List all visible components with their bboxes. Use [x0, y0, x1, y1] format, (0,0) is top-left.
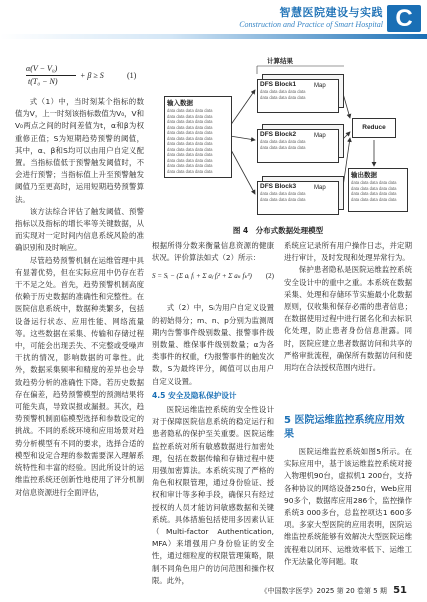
right-column	[284, 240, 412, 374]
data-line: data data data data data	[167, 130, 213, 135]
paragraph: 该方法综合评估了触发阈值、预警指标以及指标的增长率等关键数据，从而实现对一定时间内信息系统风险的准确识别和及时响应。	[15, 206, 144, 253]
data-line: data data data data data	[351, 191, 397, 196]
paragraph: 保护患者隐私是医院运维监控系统安全设计中的重中之重。本系统在数据采集、处理和存储环节实施最小化数据原则，仅收集和保存必需的患者信息；在数据使用过程中进行匿名化和去标识化处理，防止患者身份信息泄露。同时，医院应建立患者数据访问和共享的严格审批流程，确保所有数据访问和使用均在合法授权范围内进行。	[284, 265, 412, 373]
formula-1-numerator: α(V − V₀)	[26, 64, 58, 73]
map-label: Map	[314, 83, 326, 89]
paragraph: 式（2）中，Sᵢ为用户自定义设置的初始得分；m、n、p分别为监测周期内告警事件级别数量、报警事件级别数量、维保事件级别数量；α为各类事件的权重，f为报警事件的触发次数，S为最终评分，阈值可以由用户自定义设置。	[152, 303, 274, 386]
section-heading-4-5: 4.5 安全及隐私保护设计	[152, 390, 237, 400]
map-label: Map	[314, 133, 326, 139]
paragraph: 式（1）中，当时刻某个指标的数值为V，上一时刻该指标数值为V₀，V和V₀两点之间的时间差值为t，α和β为权重修正值；S为短期趋势预警的阈值，其中，α、β和S均可以由用户自定义配置。当指标值低于预警触发阈值时，不会进行预警；当指标值上升至预警触发阈值乃至更高时，运用短期趋势预警算法。	[15, 97, 144, 204]
left-column	[15, 96, 144, 499]
dfs-block-2-front	[257, 129, 339, 163]
input-data-box	[164, 96, 232, 178]
page-number: 51	[393, 585, 407, 596]
data-line: data data data data data	[167, 108, 213, 113]
paragraph: 根据所得分数来衡量信息资源的健康状况。评价算法如式（2）所示：	[152, 241, 274, 263]
paragraph: 医院运维监控系统如图5所示。在实际应用中，基于该运维监控系统对接入物理机90台，虚拟机1 200台，支持各种协议的网络设备250台，Web应用90多个，数据库应用286个，监控操作系统3 000多台，总监控项达1 600多项。多家大型医院的应用表明，医院运维监控系统能够有效解决大型医院运维流程难以闭环、运维效率低下、运维工作无法量化等问题。取	[284, 447, 412, 566]
data-line: data data data data data	[167, 141, 213, 146]
formula-1-rest: + β ≥ S	[80, 71, 104, 80]
data-line: data data data data data	[167, 113, 213, 119]
page-footer	[261, 585, 407, 596]
data-line: data data data data data	[167, 135, 213, 141]
dfs-block-1-front	[257, 79, 339, 113]
paragraph: 医院运维监控系统的安全性设计对于保障医院信息系统的稳定运行和患者隐私的保护至关重要。医院运维监控系统对所有敏感数据进行加密处理，包括在数据传输和存储过程中使用强加密算法。本系统实现了严格的角色和权限管理，通过身份验证、授权和审计等多种手段，确保只有经过授权的人员才能访问敏感数据和关键系统。具体措施包括使用多因素认证（Multi-factor Authentication, MFA）来增强用户身份验证的安全性，通过细粒度的权限管理策略，限制不同角色用户的访问范围和操作权限。此外，	[152, 405, 274, 585]
figure-caption: 图 4 分布式数据处理模型	[232, 226, 324, 235]
header-divider	[0, 34, 427, 39]
computation-result-label: 计算结果	[267, 57, 293, 65]
data-line: data data data data data	[167, 124, 213, 130]
data-line: data data data data data	[167, 146, 213, 152]
formula-2-text: S = Sᵢ − (Σ aᵢ fᵢ + Σ aⱼ fⱼ² + Σ aₖ fₖ³)	[152, 272, 252, 280]
figure-4-distributed-model	[152, 56, 412, 216]
data-line: data data data data data	[260, 196, 306, 202]
data-line: data data data data data	[351, 185, 397, 191]
data-line: data data data data data	[351, 180, 397, 185]
formula-1-denominator: t(T₀ − N)	[28, 77, 58, 86]
data-line: data data data data data	[167, 152, 213, 157]
reduce-label: Reduce	[362, 124, 386, 131]
data-line: data data data data data	[260, 139, 306, 144]
journal-issue: 《中国数字医学》2025 第 20 卷第 5 期	[260, 587, 387, 595]
output-data-box	[348, 168, 408, 212]
formula-1-number: (1)	[127, 71, 137, 80]
dfs-block-2-label: DFS Block2	[260, 131, 297, 138]
paragraph: 系统应记录所有用户操作日志，并定期进行审计，及时发现和处理异常行为。	[284, 241, 412, 263]
data-line: data data data data data	[260, 89, 306, 94]
data-line: data data data data data	[167, 163, 213, 168]
section-5-body	[284, 446, 412, 568]
data-line: data data data data data	[167, 119, 213, 124]
data-line: data data data data data	[167, 157, 213, 163]
journal-section-title: 智慧医院建设与实践	[279, 6, 383, 19]
middle-column	[152, 240, 274, 587]
input-data-label: 输入数据	[167, 100, 193, 107]
formula-2	[152, 266, 274, 288]
formula-1	[26, 62, 144, 92]
formula-1-fraction-bar	[26, 75, 76, 76]
map-label: Map	[314, 185, 326, 191]
formula-2-number: (2)	[265, 272, 274, 280]
journal-section-subtitle: Construction and Practice of Smart Hospital	[239, 20, 383, 29]
output-data-label: 输出数据	[351, 172, 377, 179]
data-line: data data data data data	[260, 144, 306, 150]
data-line: data data data data data	[260, 94, 306, 100]
reduce-box	[352, 118, 396, 138]
data-line: data data data data data	[260, 191, 306, 196]
data-line: data data data data data	[167, 168, 213, 174]
section-heading-5: 5 医院运维监控系统应用效果	[284, 415, 405, 440]
dfs-block-1-label: DFS Block1	[260, 81, 297, 88]
data-line: data data data data data	[351, 196, 397, 202]
journal-logo: C	[387, 5, 421, 32]
dfs-block-3-front	[257, 181, 339, 215]
dfs-block-3-label: DFS Block3	[260, 183, 297, 190]
paragraph: 尽管趋势预警机制在运维管理中具有显著优势，但在实际应用中仍存在若干不足之处。首先，趋势预警机制高度依赖于历史数据的准确性和完整性。在医院信息系统中，数据种类繁多，包括设备运行状态、应用性能、网络流量等。这些数据在采集、传输和存储过程中，可能会出现丢失、不完整或受噪声干扰的情况，影响数据的可靠性。此外，数据采集频率和精度的差异也会导致趋势分析的准确性下降。若历史数据存在偏差，趋势预警模型的预测结果将可能失真，导致误报或漏报。其次，趋势预警机制面临模型选择和参数设定的挑战。不同的系统环境和应用场景对趋势分析模型有不同的要求，选择合适的模型和设定合理的参数需要深入理解系统特性和丰富的经验。因此所设计的运维监控系统还创新性地使用了评分机制对信息资源进行全面评估，	[15, 255, 144, 497]
